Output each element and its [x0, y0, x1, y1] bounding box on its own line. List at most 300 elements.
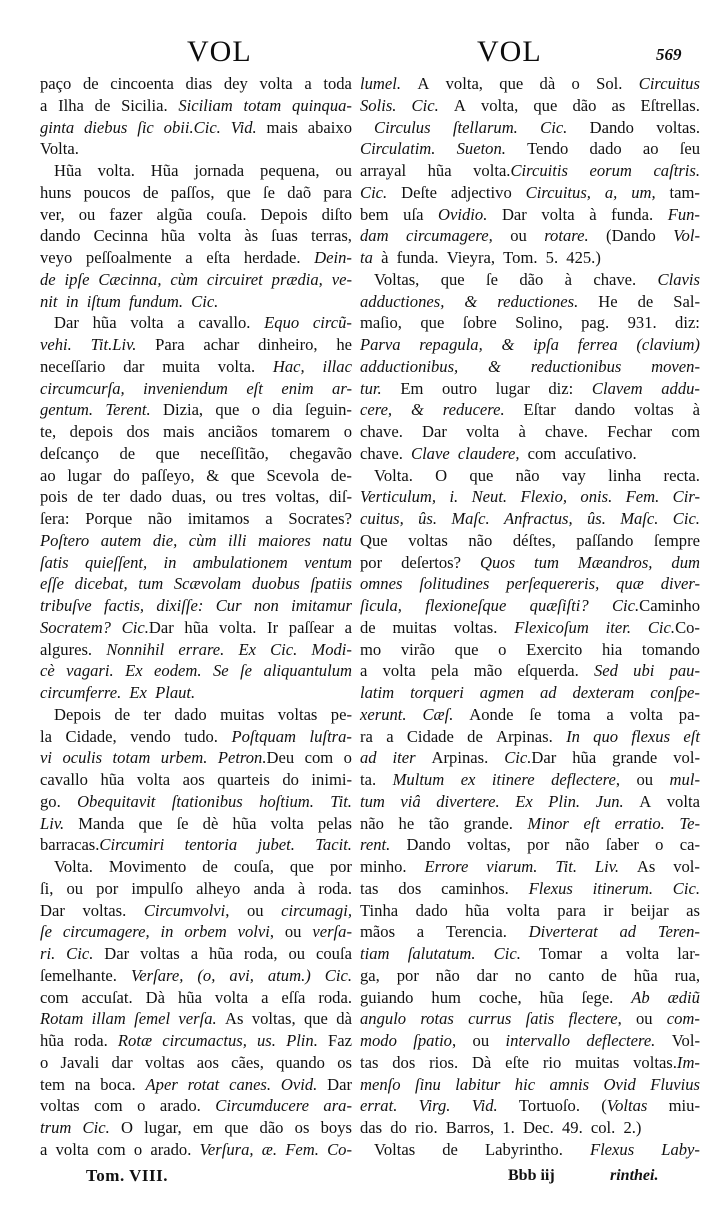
word [655, 834, 663, 856]
text-line [40, 617, 352, 639]
portuguese-text: daõ [287, 182, 312, 202]
portuguese-text: arrayal [360, 161, 407, 180]
latin-text: flectere [568, 1009, 618, 1029]
word [472, 1052, 491, 1074]
portuguese-text: que [533, 95, 558, 115]
word [253, 878, 284, 900]
word [607, 421, 652, 443]
word [281, 987, 305, 1009]
text-line [360, 1139, 700, 1161]
portuguese-text: déſtes, [512, 530, 556, 550]
portuguese-text: depois [69, 422, 113, 441]
latin-text: eſſe [40, 574, 64, 594]
latin-text: caſtris. [653, 161, 700, 180]
word [360, 856, 407, 878]
portuguese-text: pe- [330, 704, 352, 724]
word [604, 1074, 636, 1096]
portuguese-text: voltas, [251, 1009, 296, 1029]
word [193, 1117, 213, 1139]
word [360, 552, 382, 574]
word [172, 486, 207, 508]
word [461, 769, 476, 791]
latin-text: Circumvolvi [143, 900, 226, 920]
latin-text: erratio. [614, 813, 665, 833]
portuguese-text: para [557, 900, 586, 920]
portuguese-text: de [142, 182, 159, 202]
portuguese-text: muitas [220, 704, 265, 724]
latin-text: aliquantulum [263, 661, 352, 681]
word [140, 943, 180, 965]
word [401, 552, 461, 574]
text-line [360, 378, 700, 400]
word [144, 704, 162, 726]
portuguese-text: impulſo [131, 878, 184, 898]
word [419, 1095, 451, 1117]
portuguese-text: Tendo [527, 139, 569, 159]
portuguese-text: das [360, 1118, 383, 1137]
latin-text: (clavium) [636, 335, 700, 354]
latin-text: ipſa [533, 335, 559, 354]
portuguese-text: algures. [40, 639, 93, 659]
word [119, 443, 135, 465]
word [615, 813, 665, 835]
word [40, 465, 56, 487]
latin-text: circumactus, [162, 1031, 247, 1050]
text-line [360, 595, 700, 617]
portuguese-text: Volta. [374, 465, 413, 485]
word [605, 182, 617, 204]
word [628, 312, 657, 334]
portuguese-text: roda. [318, 987, 352, 1007]
word [590, 1139, 634, 1161]
word [260, 160, 319, 182]
word [200, 443, 269, 465]
latin-text: claudere, [457, 443, 520, 463]
portuguese-text: de [360, 617, 376, 637]
portuguese-text: ou [288, 944, 306, 963]
portuguese-text: 425.) [566, 248, 601, 267]
portuguese-text: Scevola [266, 465, 320, 485]
latin-text: inveniendum [143, 378, 228, 398]
word [330, 856, 352, 878]
portuguese-text: rios. [429, 1052, 459, 1072]
portuguese-text: muita [162, 356, 200, 376]
word [197, 1052, 219, 1074]
portuguese-text: diſ- [328, 487, 352, 507]
portuguese-text: A [453, 95, 466, 115]
portuguese-text: ga, [360, 965, 380, 985]
latin-text: quieſſent, [84, 552, 148, 572]
portuguese-text: ſobre [462, 313, 497, 333]
word [178, 95, 232, 117]
portuguese-text: herdade. [243, 248, 301, 267]
latin-text: com- [666, 1009, 700, 1029]
word [360, 356, 458, 378]
latin-text: rent. [360, 835, 391, 855]
portuguese-text: volta [506, 900, 540, 920]
word [502, 204, 527, 226]
portuguese-text: ſe [529, 704, 542, 724]
word [40, 508, 69, 530]
word [40, 834, 164, 856]
word [669, 1095, 700, 1117]
word [516, 465, 540, 487]
word [582, 987, 614, 1009]
word [540, 682, 557, 704]
word [648, 617, 700, 639]
text-line [360, 247, 700, 269]
portuguese-text: voltas, [467, 835, 511, 855]
text-line [40, 1030, 352, 1052]
portuguese-text: caminhos. [441, 878, 509, 898]
latin-text: Te- [679, 813, 700, 833]
word [232, 813, 256, 835]
word [151, 160, 179, 182]
latin-text: Plaut. [155, 683, 196, 702]
latin-text: cùm [188, 530, 217, 550]
word [155, 682, 195, 704]
word [218, 747, 294, 769]
latin-text: ipſe [64, 269, 90, 289]
portuguese-text: dos [398, 878, 422, 898]
latin-text: gentum. [40, 400, 93, 420]
word [40, 138, 79, 160]
text-line [40, 1095, 352, 1117]
word [360, 769, 376, 791]
word [290, 856, 314, 878]
word [130, 312, 163, 334]
word [515, 312, 563, 334]
portuguese-text: à [589, 204, 597, 224]
portuguese-text: vendo [130, 726, 171, 746]
portuguese-text: hũa [100, 770, 125, 789]
portuguese-text: aos [182, 770, 205, 789]
portuguese-text: Dec. [522, 1118, 554, 1137]
word [198, 225, 231, 247]
portuguese-text: dar [123, 356, 145, 376]
latin-text: cuitus, [360, 509, 404, 528]
latin-text: eorum [589, 161, 632, 180]
word [673, 508, 700, 530]
text-line [360, 834, 700, 856]
word [148, 508, 172, 530]
portuguese-text: deſertos? [401, 552, 462, 572]
word [529, 878, 573, 900]
word [162, 1030, 247, 1052]
word [109, 204, 142, 226]
portuguese-text: Arpinas. [431, 748, 489, 768]
text-line [40, 1074, 352, 1096]
word [524, 399, 556, 421]
word [87, 291, 125, 313]
portuguese-text: o [343, 748, 352, 768]
portuguese-text: que [420, 313, 445, 333]
portuguese-text: arado. [150, 1139, 192, 1159]
portuguese-text: voltas [408, 530, 448, 550]
word [40, 965, 117, 987]
word [419, 573, 489, 595]
word [40, 900, 65, 922]
portuguese-text: hũa [572, 748, 597, 768]
portuguese-text: voltas. [633, 1052, 677, 1072]
word [442, 1139, 458, 1161]
text-line [360, 747, 700, 769]
latin-text: enim [281, 378, 314, 398]
portuguese-text: Socrates? [288, 509, 352, 528]
portuguese-text: dando [574, 400, 616, 420]
word [105, 399, 150, 421]
latin-text: Verſura, [199, 1139, 254, 1159]
text-line [40, 73, 352, 95]
portuguese-text: chegavão [289, 443, 352, 463]
portuguese-text: ( [601, 1096, 607, 1116]
word [507, 900, 540, 922]
word [531, 356, 622, 378]
text-line [360, 1095, 700, 1117]
word [206, 465, 219, 487]
latin-text: Maſc. [620, 509, 659, 528]
latin-text: Vol- [673, 226, 700, 246]
portuguese-text: de [114, 704, 131, 724]
word [451, 182, 512, 204]
word [675, 965, 700, 987]
word [606, 225, 656, 247]
text-line [360, 573, 700, 595]
portuguese-text: de [442, 1139, 458, 1159]
portuguese-text: cavallo [40, 770, 88, 789]
portuguese-text: Dar [501, 204, 527, 224]
latin-text: rotat [187, 1074, 220, 1094]
word [285, 921, 302, 943]
word [620, 508, 658, 530]
text-line [40, 726, 352, 748]
portuguese-text: o [251, 400, 261, 420]
word [593, 878, 653, 900]
latin-text: deflectere. [586, 1031, 656, 1050]
word [527, 813, 568, 835]
word [231, 726, 296, 748]
latin-text: natu [322, 530, 352, 550]
word [360, 921, 395, 943]
portuguese-text: Tom. [503, 248, 538, 267]
portuguese-text: rua, [674, 965, 700, 985]
latin-text: illi [228, 530, 247, 550]
latin-text: Circumducere [215, 1096, 309, 1116]
latin-text: & [501, 335, 515, 354]
word [259, 791, 314, 813]
word [360, 95, 396, 117]
word [637, 856, 655, 878]
portuguese-text: lugar [495, 378, 530, 398]
word [673, 291, 700, 313]
word [464, 291, 477, 313]
portuguese-text: dão [572, 95, 597, 115]
portuguese-text: He [598, 291, 618, 311]
word [465, 900, 489, 922]
portuguese-text: à [518, 422, 526, 441]
portuguese-text: Dar [327, 1074, 352, 1094]
latin-text: viarum. [486, 857, 538, 876]
word [40, 573, 64, 595]
portuguese-text: à [692, 400, 700, 420]
portuguese-text: ou [636, 770, 654, 789]
word [455, 1074, 500, 1096]
word [129, 682, 151, 704]
portuguese-text: Porque [85, 509, 133, 528]
portuguese-text: o [655, 835, 664, 855]
word [131, 965, 183, 987]
word [562, 1117, 587, 1139]
word [360, 900, 398, 922]
portuguese-text: voltas. [82, 900, 127, 920]
portuguese-text: volta [629, 704, 663, 724]
latin-text: Circuitus, [525, 182, 591, 202]
portuguese-text: huns [40, 182, 72, 202]
running-head-left: VOL [187, 35, 252, 68]
word [172, 791, 243, 813]
portuguese-text: hũa [40, 1031, 64, 1050]
latin-text: prædia, [271, 269, 323, 289]
word [680, 834, 700, 856]
latin-text: verſa- [312, 922, 352, 942]
word [673, 486, 700, 508]
text-line [40, 965, 352, 987]
word [360, 704, 407, 726]
portuguese-text: ou [66, 878, 84, 898]
portuguese-text: dos [392, 1052, 416, 1072]
latin-text: Cæſ. [422, 704, 454, 724]
portuguese-text: virão [400, 639, 435, 659]
word [268, 965, 311, 987]
word [58, 95, 84, 117]
word [272, 269, 323, 291]
word [675, 312, 700, 334]
word [213, 660, 229, 682]
portuguese-text: o [40, 1052, 49, 1072]
portuguese-text: Faz [328, 1031, 352, 1050]
word [184, 726, 218, 748]
word [360, 508, 404, 530]
latin-text: circumcurſa, [40, 378, 125, 398]
word [40, 291, 62, 313]
latin-text: Co- [327, 1139, 352, 1159]
portuguese-text: volta [541, 204, 575, 224]
latin-text: Errore [424, 857, 469, 876]
word [77, 791, 155, 813]
portuguese-text: vay [561, 465, 586, 485]
latin-text: Cic. [493, 944, 521, 963]
word [390, 1117, 411, 1139]
word [360, 182, 387, 204]
portuguese-text: pag. [581, 313, 610, 333]
word [419, 334, 482, 356]
word [600, 943, 607, 965]
word [580, 486, 612, 508]
word [40, 791, 61, 813]
latin-text: Virg. [418, 1096, 451, 1116]
portuguese-text: accuſativo. [564, 443, 637, 463]
latin-text: Vid. [230, 117, 257, 137]
word [186, 73, 213, 95]
word [651, 356, 700, 378]
latin-text: Diverterat [528, 922, 598, 942]
latin-text: Cur [215, 596, 242, 615]
text-line [360, 617, 700, 639]
portuguese-text: , [617, 1009, 622, 1029]
word [422, 421, 447, 443]
word [480, 552, 515, 574]
latin-text: labitur [455, 1074, 501, 1094]
word [454, 95, 466, 117]
word [408, 943, 476, 965]
word [468, 530, 492, 552]
word [178, 987, 202, 1009]
word [143, 378, 228, 400]
latin-text: circũ- [312, 313, 352, 333]
portuguese-text: 5. [545, 248, 559, 267]
text-columns [0, 73, 709, 1161]
latin-text: Cir- [672, 487, 700, 507]
word [539, 943, 582, 965]
word [209, 943, 233, 965]
word [424, 856, 468, 878]
word [288, 508, 352, 530]
word [633, 660, 654, 682]
word [262, 1139, 277, 1161]
word [188, 508, 250, 530]
portuguese-text: 2.) [623, 1118, 642, 1137]
word [83, 1117, 110, 1139]
portuguese-text: imitamos [187, 509, 250, 528]
word [267, 617, 278, 639]
text-line [360, 878, 700, 900]
latin-text: Cic. [121, 617, 149, 637]
latin-text: reductiones. [497, 291, 579, 311]
latin-text: reductionibus [530, 356, 622, 376]
latin-text: Poſtero [40, 530, 90, 550]
portuguese-text: pelas [317, 813, 352, 833]
word [431, 987, 461, 1009]
word [311, 639, 352, 661]
word [643, 138, 659, 160]
word [225, 1008, 243, 1030]
portuguese-text: que [138, 813, 163, 833]
word [416, 900, 448, 922]
text-line [40, 900, 352, 922]
word [544, 225, 588, 247]
latin-text: Sueton. [456, 139, 506, 159]
portuguese-text: de [82, 74, 99, 93]
latin-text: imitamur [291, 596, 352, 615]
latin-text: circumagere, [62, 922, 150, 942]
portuguese-text: rio. [415, 1118, 438, 1137]
word [466, 421, 499, 443]
portuguese-text: mo [360, 639, 382, 659]
latin-text: ara- [323, 1096, 352, 1116]
word [332, 269, 352, 291]
portuguese-text: hũa [633, 965, 658, 985]
word [408, 530, 448, 552]
running-head-right: VOL [477, 35, 542, 68]
latin-text: tentoria [184, 835, 238, 855]
text-line [40, 921, 352, 943]
portuguese-text: Labyrintho. [484, 1139, 563, 1159]
portuguese-text: , [615, 770, 621, 789]
portuguese-text: volta [259, 74, 293, 93]
portuguese-text: diz: [548, 378, 574, 398]
word [178, 1008, 216, 1030]
latin-text: ſpatio [413, 1031, 452, 1050]
